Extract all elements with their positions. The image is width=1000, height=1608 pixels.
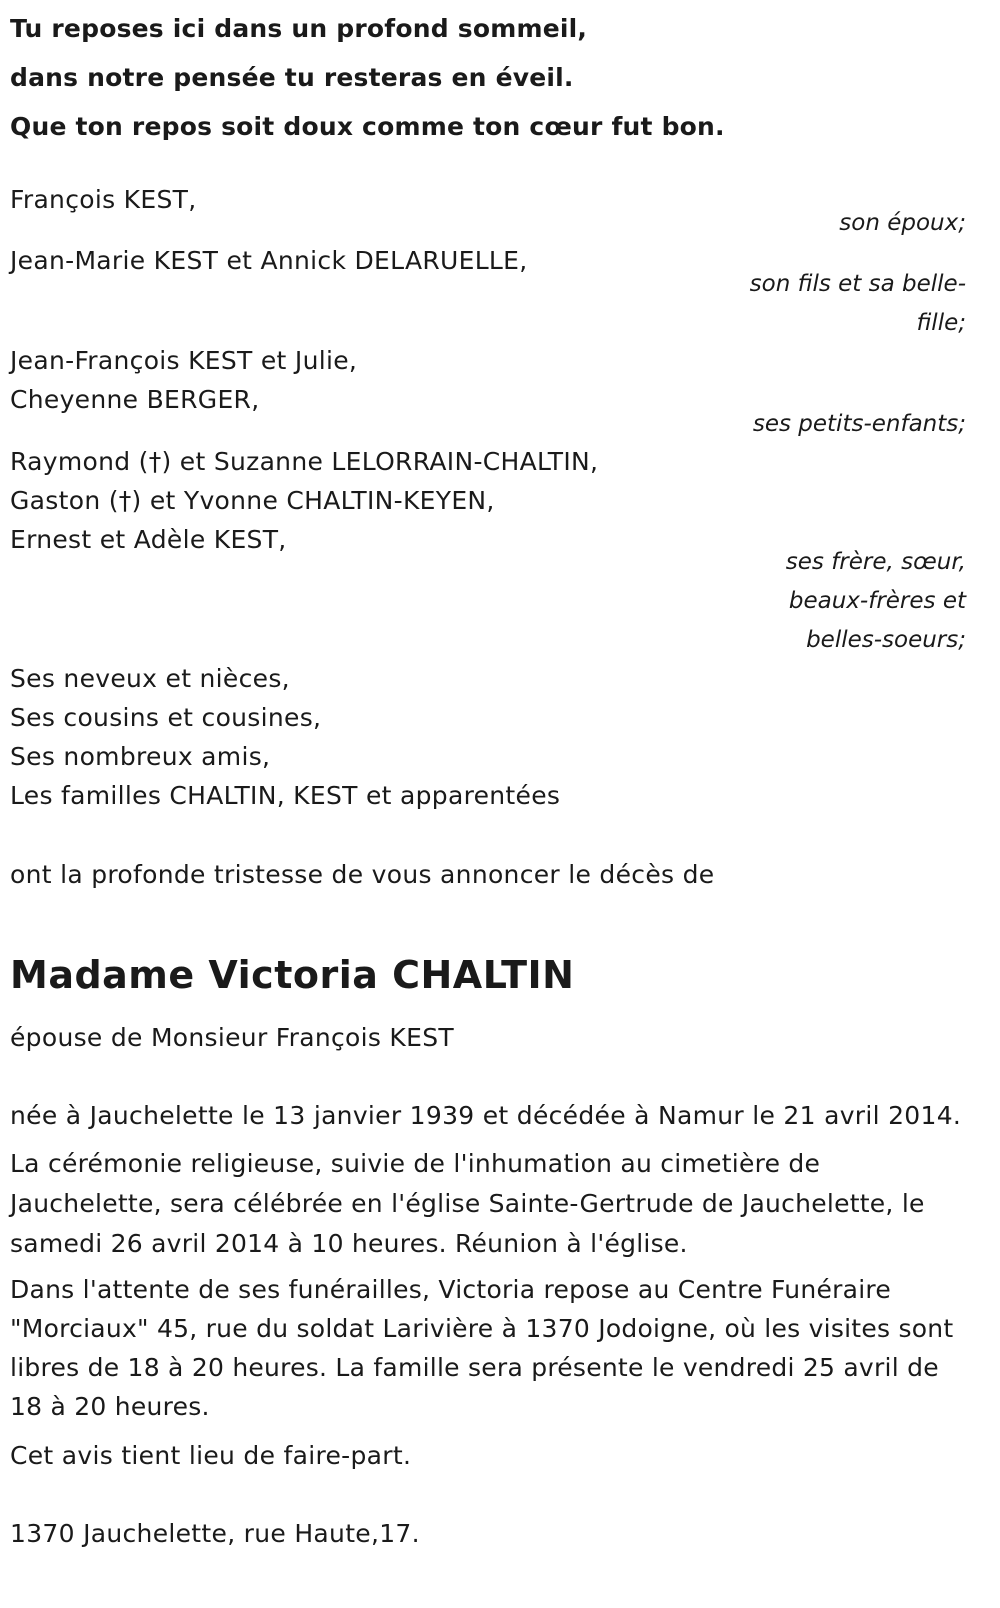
family-name-grandchildren-1: Jean-François KEST et Julie, [10, 346, 358, 375]
relation-siblings [786, 543, 966, 660]
relation-line: son époux; [839, 210, 966, 236]
visits-paragraph [10, 1270, 970, 1426]
relation-line: ses petits-enfants; [752, 411, 966, 437]
poem-line: Tu reposes ici dans un profond sommeil, [10, 14, 588, 43]
announcement: ont la profonde tristesse de vous annoncer le décès de [10, 860, 715, 889]
relation-line: beaux-frères et [788, 588, 966, 614]
address: 1370 Jauchelette, rue Haute,17. [10, 1519, 420, 1548]
relation-children [750, 265, 966, 343]
visits-line: Dans l'attente de ses funérailles, Victoria repose au Centre Funéraire [10, 1275, 892, 1304]
ceremony-line: samedi 26 avril 2014 à 10 heures. Réunion à l'église. [10, 1229, 688, 1258]
ceremony-line: La cérémonie religieuse, suivie de l'inhumation au cimetière de [10, 1149, 821, 1178]
deceased-name: Madame Victoria CHALTIN [10, 953, 575, 997]
family-name-grandchildren-2: Cheyenne BERGER, [10, 385, 260, 414]
family-name-siblings-3: Ernest et Adèle KEST, [10, 525, 287, 554]
birth-death: née à Jauchelette le 13 janvier 1939 et décédée à Namur le 21 avril 2014. [10, 1101, 962, 1130]
visits-line: 18 à 20 heures. [10, 1392, 210, 1421]
visits-line: libres de 18 à 20 heures. La famille sera présente le vendredi 25 avril de [10, 1353, 939, 1382]
family-other: Ses neveux et nièces, [10, 664, 290, 693]
relation-spouse [839, 203, 966, 243]
ceremony-line: Jauchelette, sera célébrée en l'église Sainte-Gertrude de Jauchelette, le [10, 1189, 925, 1218]
family-other: Les familles CHALTIN, KEST et apparentées [10, 781, 561, 810]
notice: Cet avis tient lieu de faire-part. [10, 1441, 412, 1470]
relation-grandchildren [753, 404, 966, 444]
ceremony-paragraph [10, 1144, 970, 1264]
poem-line: Que ton repos soit doux comme ton cœur fut bon. [10, 112, 725, 141]
relation-line: belles-soeurs; [806, 627, 966, 653]
relation-line: son fils et sa belle- [749, 271, 966, 297]
relation-line: fille; [916, 310, 966, 336]
family-name-siblings-1: Raymond (†) et Suzanne LELORRAIN-CHALTIN, [10, 447, 599, 476]
relation-line: ses frère, sœur, [785, 549, 966, 575]
family-name-siblings-2: Gaston (†) et Yvonne CHALTIN-KEYEN, [10, 486, 495, 515]
family-other: Ses cousins et cousines, [10, 703, 322, 732]
family-name-spouse: François KEST, [10, 185, 197, 214]
poem-line: dans notre pensée tu resteras en éveil. [10, 63, 574, 92]
visits-line: "Morciaux" 45, rue du soldat Larivière à 1370 Jodoigne, où les visites sont [10, 1314, 954, 1343]
family-other: Ses nombreux amis, [10, 742, 271, 771]
poem [10, 4, 970, 151]
spouse-line: épouse de Monsieur François KEST [10, 1023, 454, 1052]
family-name-children: Jean-Marie KEST et Annick DELARUELLE, [10, 246, 528, 275]
